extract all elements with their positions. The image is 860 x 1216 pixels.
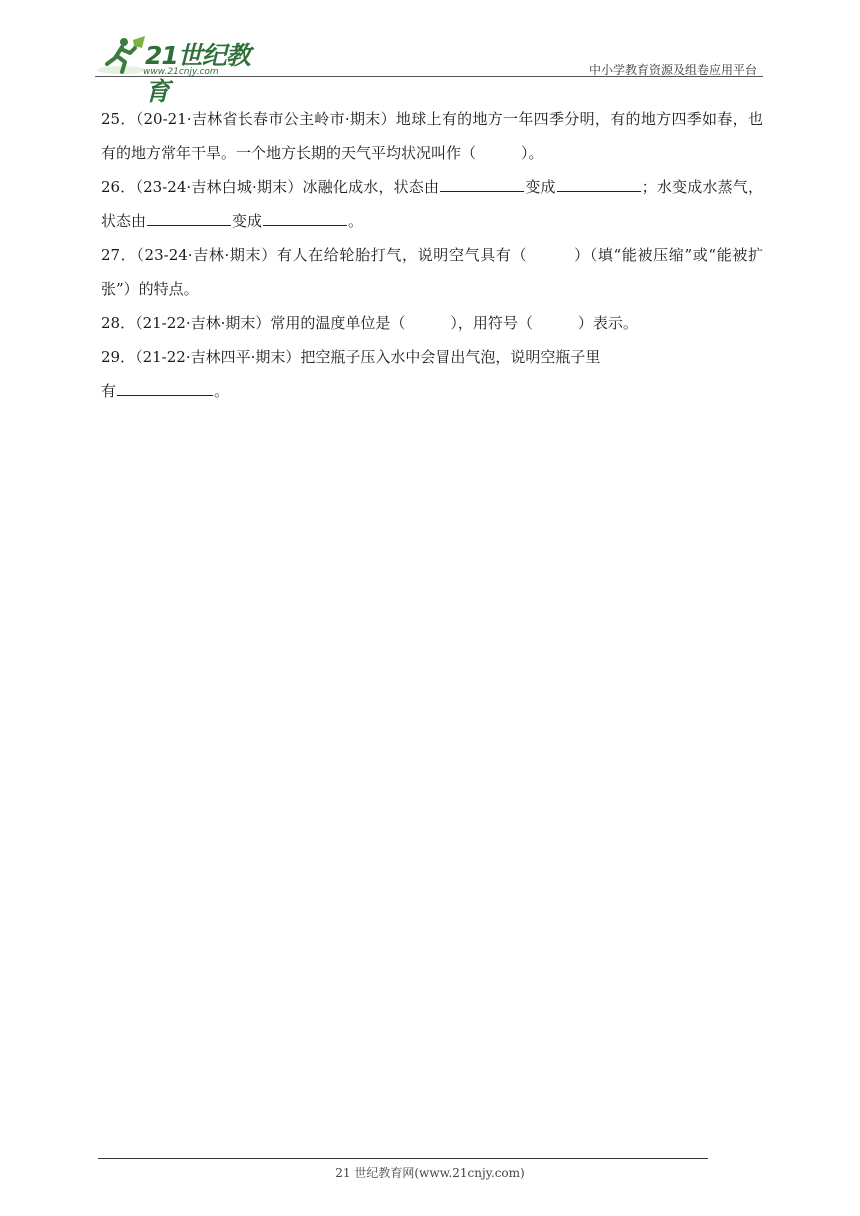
page-header xyxy=(95,30,763,106)
header-divider xyxy=(95,76,763,77)
runner-logo-icon xyxy=(95,34,147,78)
question-28 xyxy=(101,306,763,340)
question-text: 。 xyxy=(348,212,364,230)
logo-text: 21世纪教育 xyxy=(145,41,250,106)
question-source: （23-24·吉林白城·期末） xyxy=(135,178,303,196)
question-source: （21-22·吉林四平·期末） xyxy=(135,348,301,366)
question-text: 变成 xyxy=(232,212,263,230)
question-number: 25． xyxy=(101,110,136,128)
answer-blank[interactable] xyxy=(263,207,347,226)
question-source: （21-22·吉林·期末） xyxy=(135,314,271,332)
page-footer: 21 世纪教育网(www.21cnjy.com) xyxy=(335,1166,525,1180)
question-27 xyxy=(101,238,763,306)
logo xyxy=(95,34,265,106)
question-text: ；水变成水蒸气，状态由 xyxy=(101,178,763,230)
question-source: （23-24·吉林·期末） xyxy=(136,246,277,264)
question-29 xyxy=(101,340,763,408)
question-number: 29． xyxy=(101,348,136,366)
question-26 xyxy=(101,170,763,238)
question-number: 26． xyxy=(101,178,136,196)
question-text: 地球上有的地方一年四季分明，有的地方四季如春，也有的地方常年干旱。一个地方长期的天气平均状况叫作（ ）。 xyxy=(101,110,763,162)
question-25 xyxy=(101,102,763,170)
question-text: 。 xyxy=(214,382,230,400)
logo-url: www.21cnjy.com xyxy=(143,67,219,77)
answer-blank[interactable] xyxy=(117,377,213,396)
question-list xyxy=(101,102,763,408)
answer-blank[interactable] xyxy=(147,207,231,226)
question-text: 有 xyxy=(101,382,117,400)
question-text: 把空瓶子压入水中会冒出气泡，说明空瓶子里 xyxy=(300,348,601,366)
question-text: 冰融化成水，状态由 xyxy=(302,178,440,196)
question-number: 28． xyxy=(101,314,136,332)
answer-blank[interactable] xyxy=(557,173,641,192)
footer-divider xyxy=(98,1158,708,1159)
question-source: （20-21·吉林省长春市公主岭市·期末） xyxy=(135,110,396,128)
question-number: 27． xyxy=(101,246,137,264)
question-text: 常用的温度单位是（ ），用符号（ ）表示。 xyxy=(270,314,638,332)
header-platform-text: 中小学教育资源及组卷应用平台 xyxy=(588,63,757,77)
answer-blank[interactable] xyxy=(440,173,524,192)
question-text: 有人在给轮胎打气，说明空气具有（ ）（填“能被压缩”或“能被扩张”）的特点。 xyxy=(101,246,764,298)
question-text: 变成 xyxy=(525,178,556,196)
